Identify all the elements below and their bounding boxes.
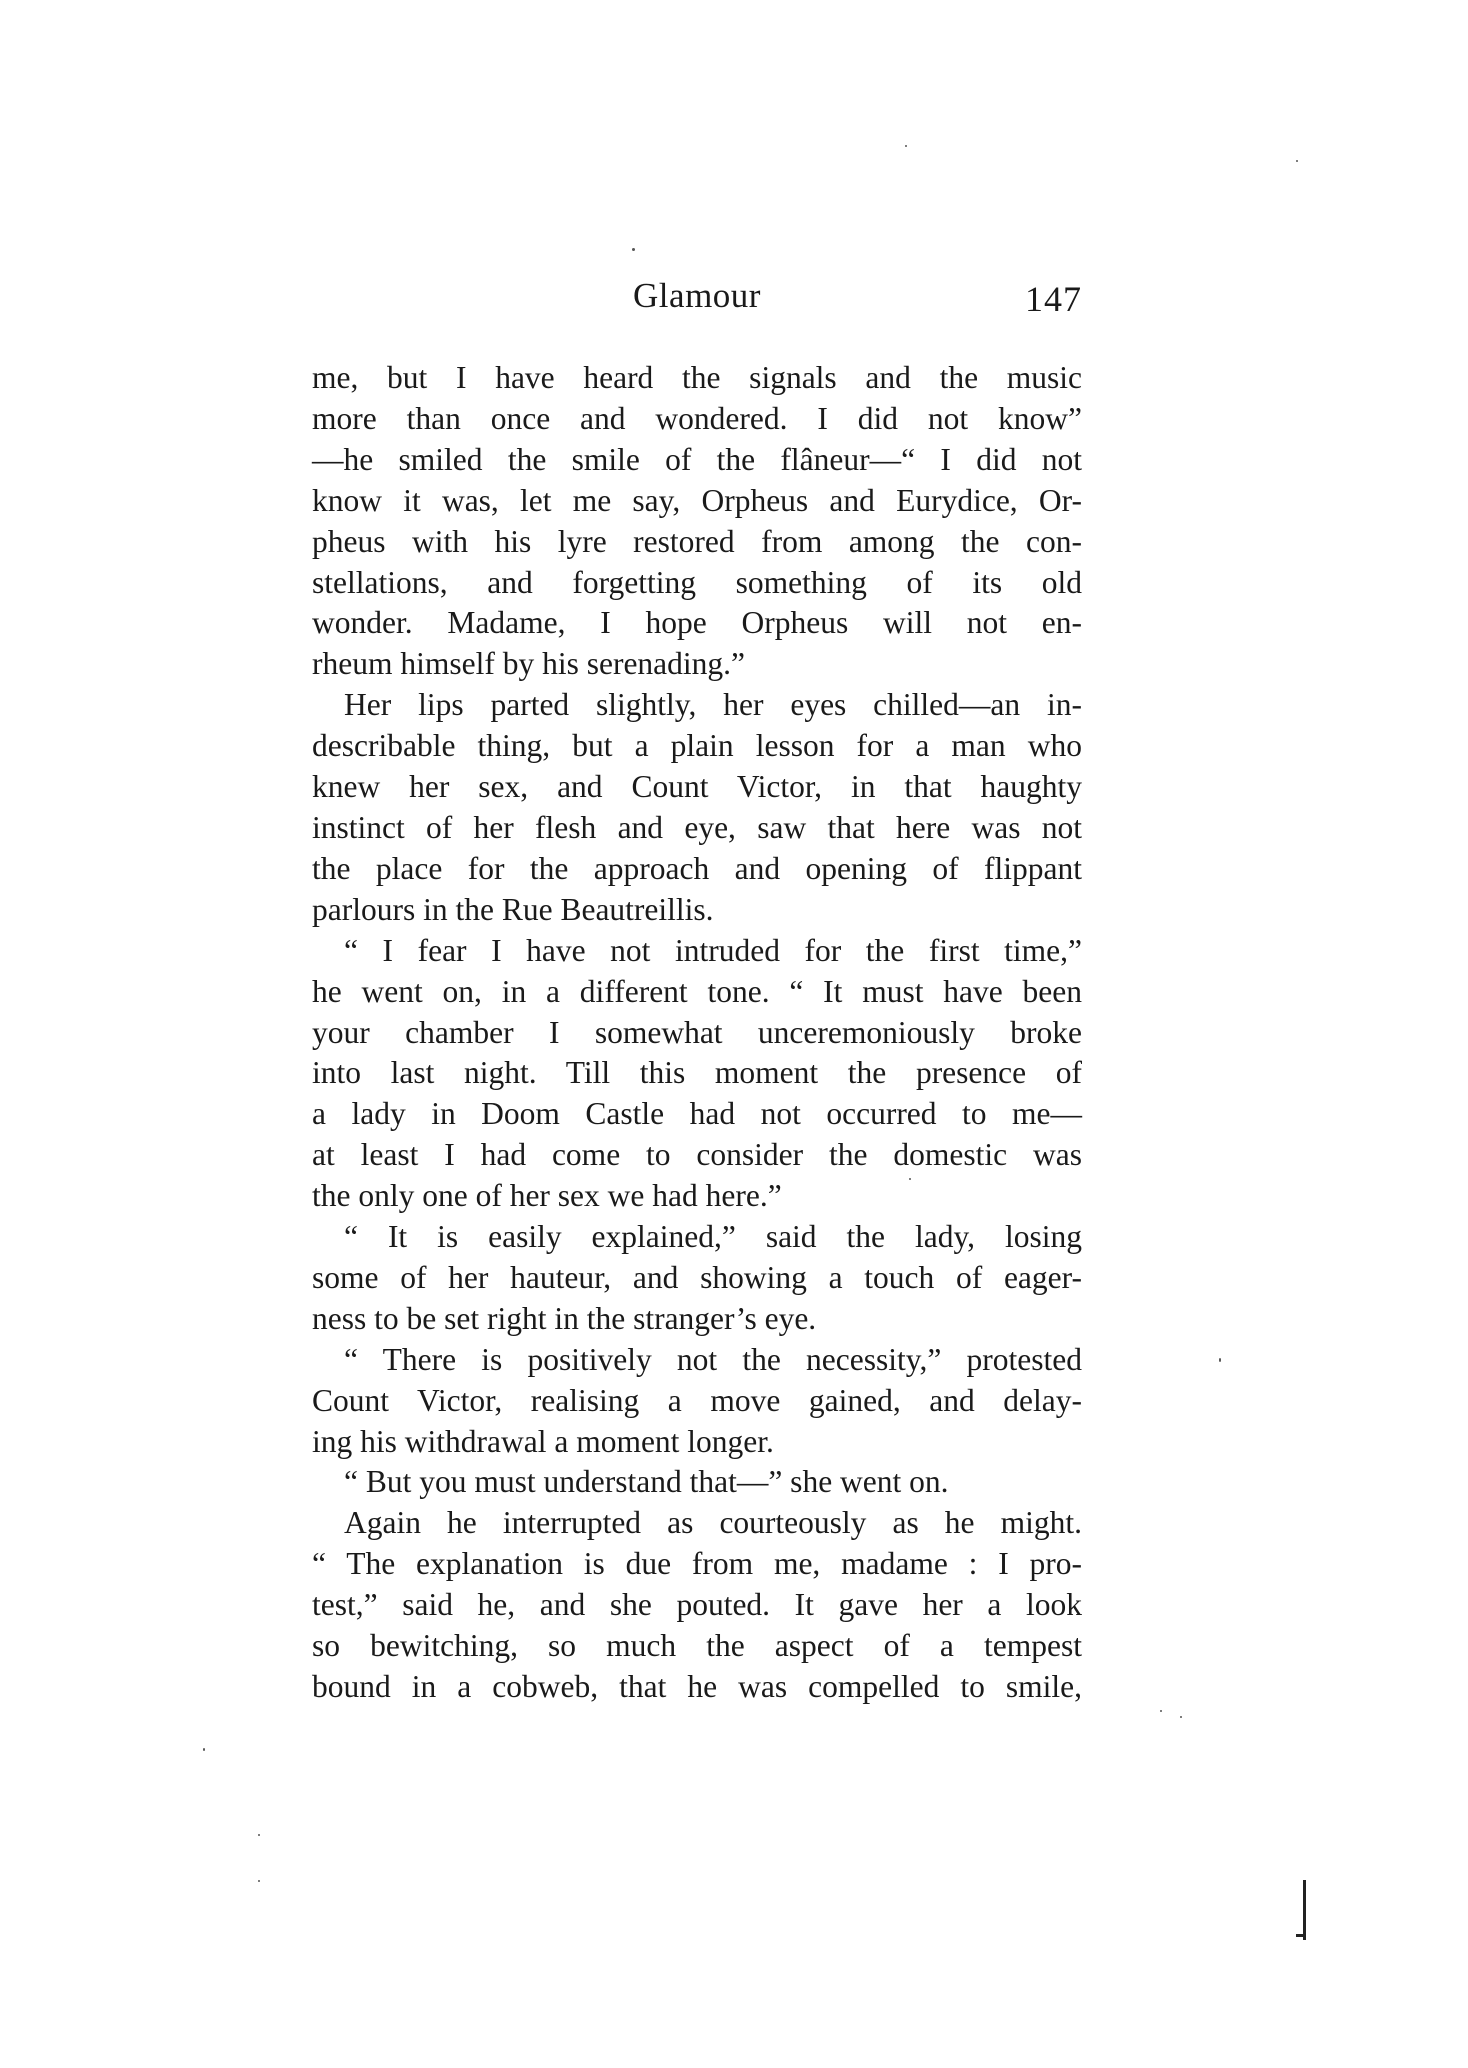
text-line: “ The explanation is due from me, madame : I pro- <box>312 1546 1082 1582</box>
text-line: ing his withdrawal a moment longer. <box>312 1423 774 1459</box>
text-line: a lady in Doom Castle had not occurred to me— <box>312 1096 1082 1132</box>
running-head <box>312 276 1082 326</box>
scan-speck <box>909 1178 911 1180</box>
text-line: rheum himself by his serenading.” <box>312 646 746 682</box>
page-number: 147 <box>1025 279 1082 319</box>
text-line: at least I had come to consider the domestic was <box>312 1137 1082 1173</box>
text-line: “ It is easily explained,” said the lady, losing <box>344 1219 1082 1255</box>
scan-speck <box>905 145 907 147</box>
scan-speck <box>632 248 635 251</box>
text-line: Again he interrupted as courteously as he might. <box>344 1505 1082 1541</box>
scan-speck <box>1219 1358 1221 1362</box>
scan-speck <box>1180 1716 1182 1718</box>
text-line: “ But you must understand that—” she went on. <box>344 1464 949 1500</box>
text-line: Her lips parted slightly, her eyes chilled—an in- <box>344 687 1082 723</box>
margin-rule-foot-mark <box>1296 1934 1304 1937</box>
text-line: knew her sex, and Count Victor, in that haughty <box>312 769 1082 805</box>
text-line: “ There is positively not the necessity,” protested <box>344 1341 1082 1377</box>
text-line: instinct of her flesh and eye, saw that here was not <box>312 809 1082 845</box>
running-title: Glamour <box>633 276 761 315</box>
text-line: parlours in the Rue Beautreillis. <box>312 891 714 927</box>
text-line: stellations, and forgetting something of its old <box>312 564 1082 600</box>
text-line: —he smiled the smile of the flâneur—“ I did not <box>312 441 1082 477</box>
text-line: Count Victor, realising a move gained, and delay- <box>312 1382 1082 1418</box>
scan-speck <box>258 1880 260 1882</box>
text-line: the place for the approach and opening of flippant <box>312 850 1082 886</box>
scan-speck <box>203 1748 205 1751</box>
margin-rule-mark <box>1303 1880 1306 1940</box>
text-line: “ I fear I have not intruded for the first time,” <box>344 932 1082 968</box>
scan-speck <box>1296 160 1298 162</box>
text-line: pheus with his lyre restored from among the con- <box>312 523 1082 559</box>
text-line: your chamber I somewhat unceremoniously broke <box>312 1014 1082 1050</box>
text-line: test,” said he, and she pouted. It gave her a look <box>312 1587 1082 1623</box>
text-line: some of her hauteur, and showing a touch of eager- <box>312 1259 1082 1295</box>
scan-speck <box>1160 1710 1162 1712</box>
text-line: the only one of her sex we had here.” <box>312 1178 782 1214</box>
text-line: bound in a cobweb, that he was compelled to smile, <box>312 1669 1082 1704</box>
scan-speck <box>258 1834 260 1836</box>
text-line: wonder. Madame, I hope Orpheus will not en- <box>312 605 1082 641</box>
text-line: describable thing, but a plain lesson for a man who <box>312 728 1082 764</box>
text-line: ness to be set right in the stranger’s eye. <box>312 1300 817 1336</box>
text-line: more than once and wondered. I did not know” <box>312 400 1082 436</box>
text-line: he went on, in a different tone. “ It must have been <box>312 973 1082 1009</box>
text-line: know it was, let me say, Orpheus and Eurydice, Or- <box>312 482 1082 518</box>
text-line: so bewitching, so much the aspect of a tempest <box>312 1628 1082 1664</box>
text-line: into last night. Till this moment the presence of <box>312 1055 1082 1091</box>
body-text <box>312 358 1082 1708</box>
text-line: me, but I have heard the signals and the music <box>312 360 1082 395</box>
